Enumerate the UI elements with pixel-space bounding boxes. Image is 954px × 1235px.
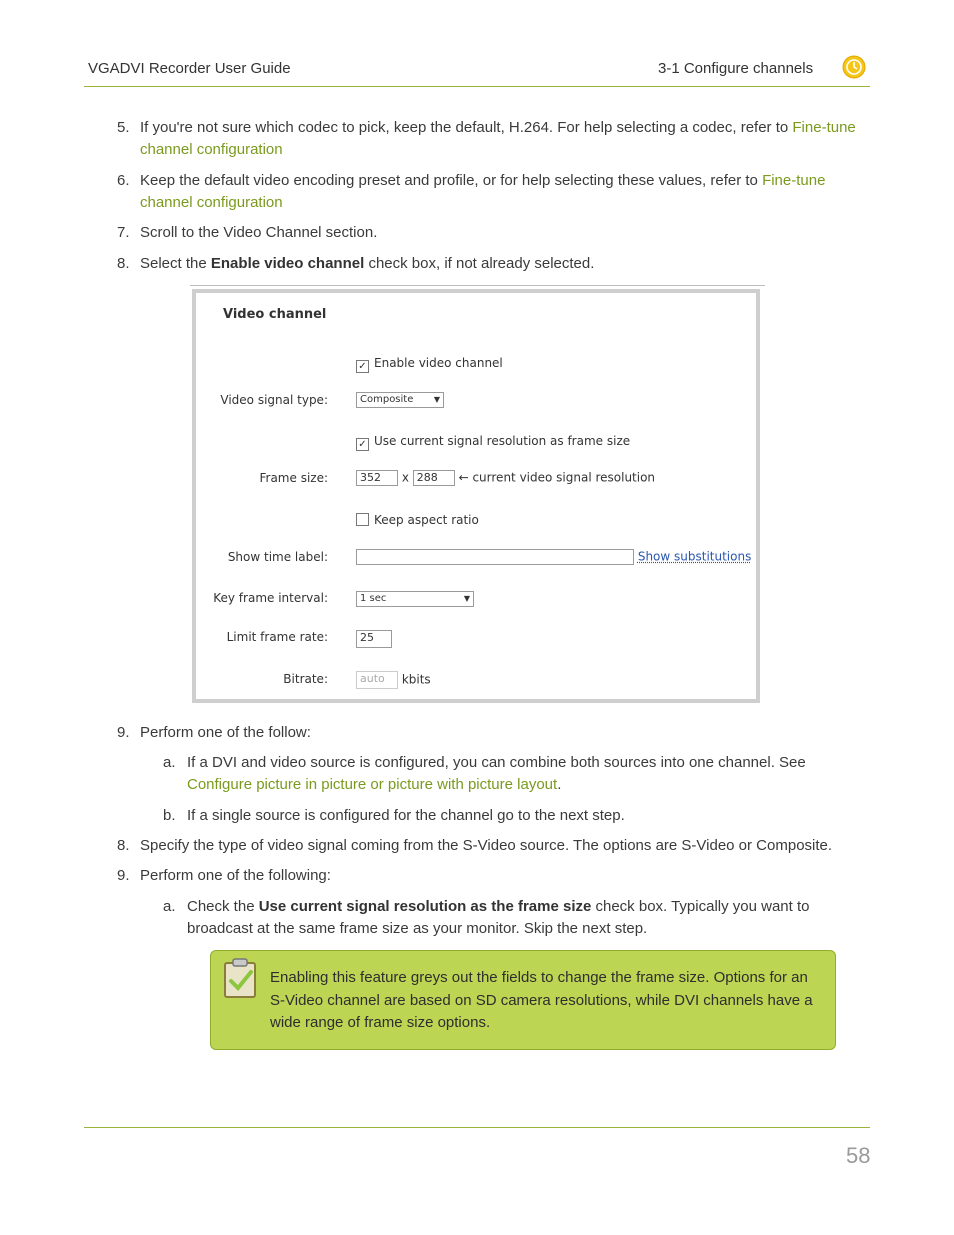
step-number: 8.: [117, 837, 130, 854]
bitrate-unit: kbits: [401, 672, 431, 687]
signal-type-label: Video signal type:: [220, 393, 328, 407]
step-bold: Use current signal resolution as the frame size: [258, 898, 592, 915]
limit-rate-input[interactable]: 25: [356, 630, 392, 648]
step-text: Perform one of the follow:: [140, 724, 311, 741]
step-number: 8.: [117, 255, 130, 272]
clock-icon: [842, 55, 866, 79]
keep-aspect-ratio[interactable]: [356, 513, 479, 527]
enable-video-channel[interactable]: [356, 356, 503, 373]
video-channel-screenshot: [192, 289, 760, 703]
step-number: 5.: [117, 119, 130, 136]
step-number: a.: [163, 754, 176, 771]
step-number: 9.: [117, 867, 130, 884]
note-box: [210, 950, 836, 1050]
frame-size-label: Frame size:: [259, 471, 328, 485]
step-text: .: [557, 776, 562, 793]
checkbox-checked-icon[interactable]: ✓: [356, 360, 369, 373]
step-text: Perform one of the following:: [140, 867, 331, 884]
chevron-down-icon: ▼: [463, 594, 470, 603]
step-number: 9.: [117, 724, 130, 741]
checkbox-checked-icon[interactable]: ✓: [356, 438, 369, 451]
note-text: Enabling this feature greys out the fields to change the frame size. Options for an S-Video channel are based on SD camera resolutions, while DVI channels have a wide range of frame size options.: [270, 969, 813, 1031]
page-number: 58: [846, 1143, 871, 1168]
bitrate-label: Bitrate:: [283, 672, 328, 686]
fine-tune-link[interactable]: Fine-tune channel configuration: [140, 119, 856, 158]
section-title: 3-1 Configure channels: [658, 60, 814, 77]
step-number: b.: [163, 807, 176, 824]
chevron-down-icon: ▼: [433, 395, 440, 404]
checkbox-unchecked-icon[interactable]: [356, 513, 369, 526]
frame-height-input[interactable]: 288: [413, 470, 455, 486]
bitrate-input[interactable]: auto: [356, 671, 398, 689]
step-text: If a single source is configured for the channel go to the next step.: [187, 807, 625, 824]
section-title: Video channel: [223, 307, 327, 322]
step-text: If you're not sure which codec to pick, keep the default, H.264. For help selecting a codec, refer to: [140, 119, 793, 136]
time-label-input[interactable]: [356, 549, 634, 565]
step-text: Keep the default video encoding preset and profile, or for help selecting these values, refer to: [140, 172, 763, 189]
frame-x-separator: x: [401, 470, 409, 485]
header-rule: [84, 86, 870, 87]
step-bold: Enable video channel: [210, 255, 365, 272]
step-number: a.: [163, 898, 176, 915]
step-number: 7.: [117, 224, 130, 241]
step-text: check box. Typically you want to broadcast at the same frame size as your monitor. Skip the next step.: [187, 898, 810, 937]
step-text: If a DVI and video source is configured, you can combine both sources into one channel. See: [187, 754, 806, 771]
signal-type-select[interactable]: [356, 392, 444, 408]
screenshot-top-rule: [190, 285, 765, 286]
clipboard-check-icon: [222, 957, 258, 999]
show-substitutions-link[interactable]: Show substitutions: [637, 549, 752, 564]
step-text: Select the: [140, 255, 211, 272]
limit-rate-label: Limit frame rate:: [226, 630, 328, 644]
key-frame-value: 1 sec: [360, 593, 387, 604]
key-frame-select[interactable]: [356, 591, 474, 607]
checkbox-label: Use current signal resolution as frame size: [374, 434, 631, 448]
use-current-resolution[interactable]: [356, 434, 630, 451]
fine-tune-link[interactable]: Fine-tune channel configuration: [140, 172, 826, 211]
checkbox-label: Enable video channel: [374, 356, 503, 370]
step-number: 6.: [117, 172, 130, 189]
step-text: Specify the type of video signal coming from the S-Video source. The options are S-Video or Composite.: [140, 837, 833, 854]
frame-size-note: ← current video signal resolution: [458, 470, 656, 485]
step-text: Scroll to the Video Channel section.: [140, 224, 378, 241]
step-text: check box, if not already selected.: [364, 255, 595, 272]
document-title: VGADVI Recorder User Guide: [88, 60, 291, 77]
footer-rule: [84, 1127, 870, 1128]
checkbox-label: Keep aspect ratio: [374, 513, 479, 527]
time-label-label: Show time label:: [227, 550, 328, 564]
signal-type-value: Composite: [360, 394, 414, 405]
pip-layout-link[interactable]: Configure picture in picture or picture with picture layout: [187, 776, 558, 793]
step-text: Check the: [187, 898, 259, 915]
frame-width-input[interactable]: 352: [356, 470, 398, 486]
key-frame-label: Key frame interval:: [213, 591, 328, 605]
